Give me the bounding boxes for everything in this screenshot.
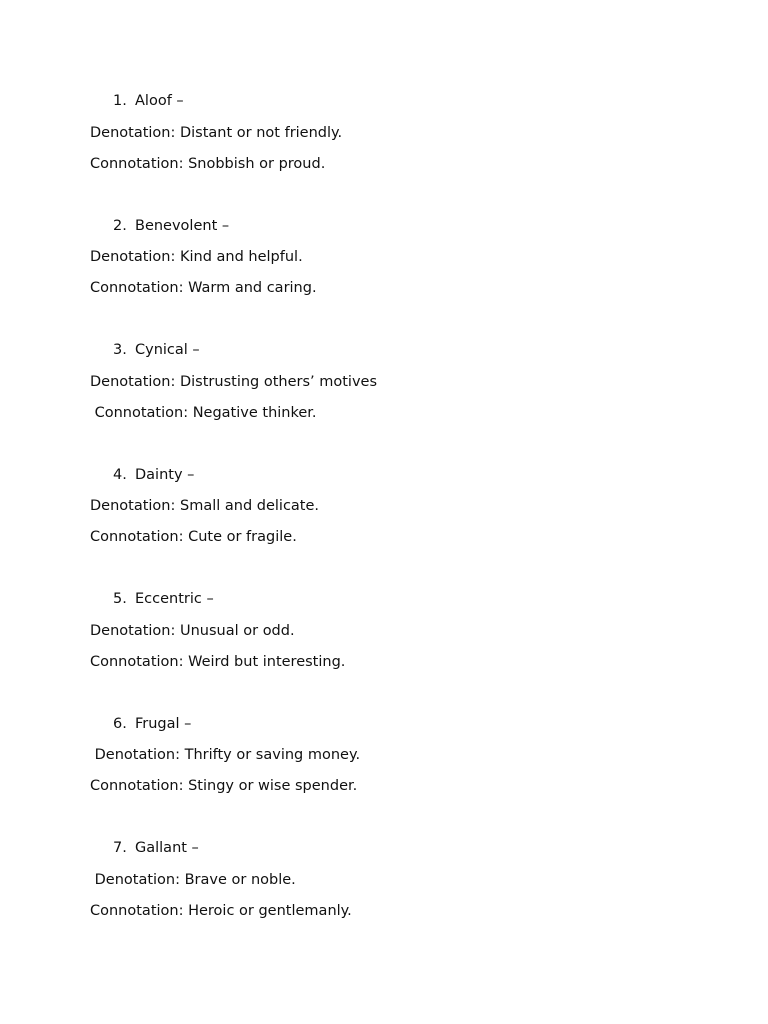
entry-6-connotation: Connotation: Stingy or wise spender. <box>90 778 358 794</box>
entry-number: 1. <box>113 93 127 109</box>
entry-number: 6. <box>113 716 127 732</box>
entry-term: Frugal – <box>135 716 192 732</box>
entry-2-denotation: Denotation: Kind and helpful. <box>90 249 303 265</box>
entry-5-heading <box>113 590 214 608</box>
entry-number: 7. <box>113 840 127 856</box>
entry-1-connotation: Connotation: Snobbish or proud. <box>90 156 326 172</box>
entry-3-denotation: Denotation: Distrusting others’ motives <box>90 374 378 390</box>
entry-term: Gallant – <box>135 840 199 856</box>
entry-term: Eccentric – <box>135 591 214 607</box>
entry-2-heading <box>113 217 229 235</box>
entry-6-heading <box>113 715 191 733</box>
entry-number: 3. <box>113 342 127 358</box>
entry-term: Aloof – <box>135 93 184 109</box>
entry-5-connotation: Connotation: Weird but interesting. <box>90 654 346 670</box>
entry-number: 2. <box>113 218 127 234</box>
entry-term: Benevolent – <box>135 218 230 234</box>
entry-2-connotation: Connotation: Warm and caring. <box>90 280 317 296</box>
entry-4-heading <box>113 466 194 484</box>
entry-3-connotation: Connotation: Negative thinker. <box>90 405 317 421</box>
entry-4-denotation: Denotation: Small and delicate. <box>90 498 320 514</box>
entry-number: 4. <box>113 467 127 483</box>
entry-term: Dainty – <box>135 467 195 483</box>
entry-4-connotation: Connotation: Cute or fragile. <box>90 529 297 545</box>
entry-7-heading <box>113 839 199 857</box>
entry-1-heading <box>113 92 184 110</box>
entry-1-denotation: Denotation: Distant or not friendly. <box>90 125 343 141</box>
entry-term: Cynical – <box>135 342 200 358</box>
entry-7-denotation: Denotation: Brave or noble. <box>90 872 296 888</box>
entry-number: 5. <box>113 591 127 607</box>
entry-3-heading <box>113 341 200 359</box>
entry-6-denotation: Denotation: Thrifty or saving money. <box>90 747 361 763</box>
entry-5-denotation: Denotation: Unusual or odd. <box>90 623 295 639</box>
entry-7-connotation: Connotation: Heroic or gentlemanly. <box>90 903 352 919</box>
